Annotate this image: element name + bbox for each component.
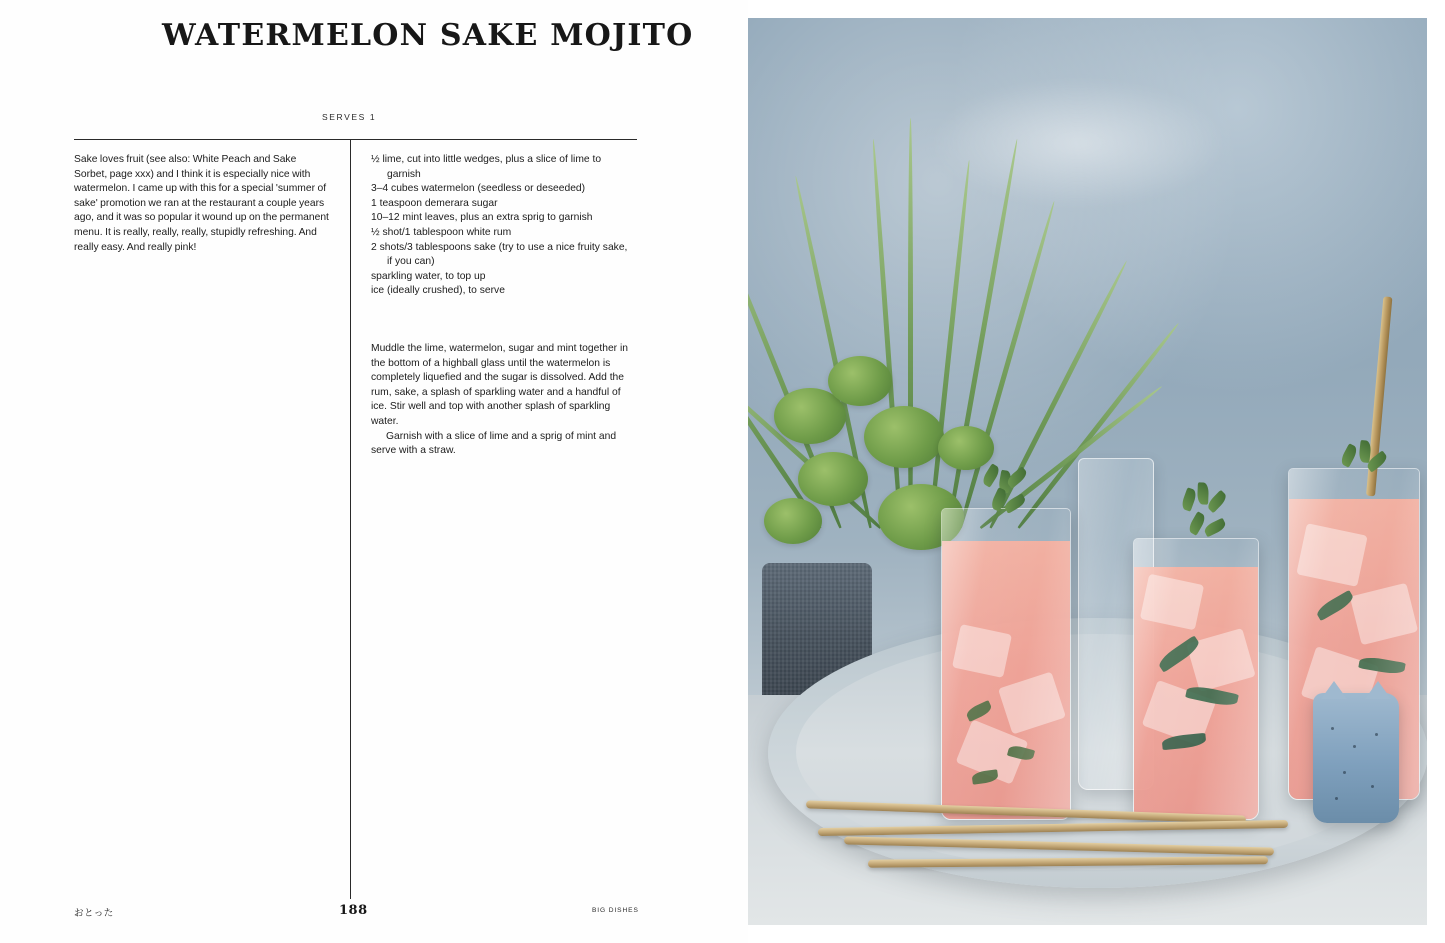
page-title: WATERMELON SAKE MOJITO xyxy=(162,18,694,53)
method-paragraph: Muddle the lime, watermelon, sugar and mint together in the bottom of a highball glass until the watermelon is completely liquefied and the sugar is dissolved. Add the rum, sake, a splash of sparkling water and a handful of ice. Stir well and top with another splash of sparkling water. xyxy=(371,342,628,427)
method-text xyxy=(371,342,633,459)
cat-cup xyxy=(1313,693,1399,823)
recipe-column xyxy=(371,153,633,459)
footer-section: BIG DISHES xyxy=(592,907,639,914)
horizontal-rule xyxy=(74,139,637,140)
list-item: ice (ideally crushed), to serve xyxy=(371,285,505,297)
cocktail-glass-middle xyxy=(1133,538,1259,820)
list-item: 2 shots/3 tablespoons sake (try to use a nice fruity sake, if you can) xyxy=(371,241,628,268)
mint-sprig-middle xyxy=(1178,488,1222,544)
list-item: 10–12 mint leaves, plus an extra sprig to garnish xyxy=(371,212,593,224)
list-item: 1 teaspoon demerara sugar xyxy=(371,197,498,209)
cocktail-glass-left xyxy=(941,508,1071,820)
method-paragraph: Garnish with a slice of lime and a sprig of mint and serve with a straw. xyxy=(371,430,617,457)
list-item: 3–4 cubes watermelon (seedless or deseeded) xyxy=(371,183,586,195)
mint-sprig-right xyxy=(1336,446,1380,502)
footer-japanese: おとった xyxy=(74,908,114,919)
list-item: ½ shot/1 tablespoon white rum xyxy=(371,226,512,238)
page-number: 188 xyxy=(339,903,368,918)
ingredients-list xyxy=(371,153,633,299)
list-item: ½ lime, cut into little wedges, plus a slice of lime to garnish xyxy=(371,154,602,180)
serves-label: SERVES 1 xyxy=(322,112,377,122)
intro-text: Sake loves fruit (see also: White Peach and Sake Sorbet, page xxx) and I think it is especially nice with watermelon. I came up with this for a special 'summer of sake' promotion we ran at the restaurant a couple years ago, and it was so popular it wound up on the permanent menu. It is really, really, really, stupidly refreshing. And really easy. And really pink! xyxy=(74,154,329,253)
recipe-photograph xyxy=(748,18,1427,925)
list-item: sparkling water, to top up xyxy=(371,270,486,282)
mint-sprig-left xyxy=(978,470,1022,526)
vertical-rule xyxy=(350,139,351,899)
